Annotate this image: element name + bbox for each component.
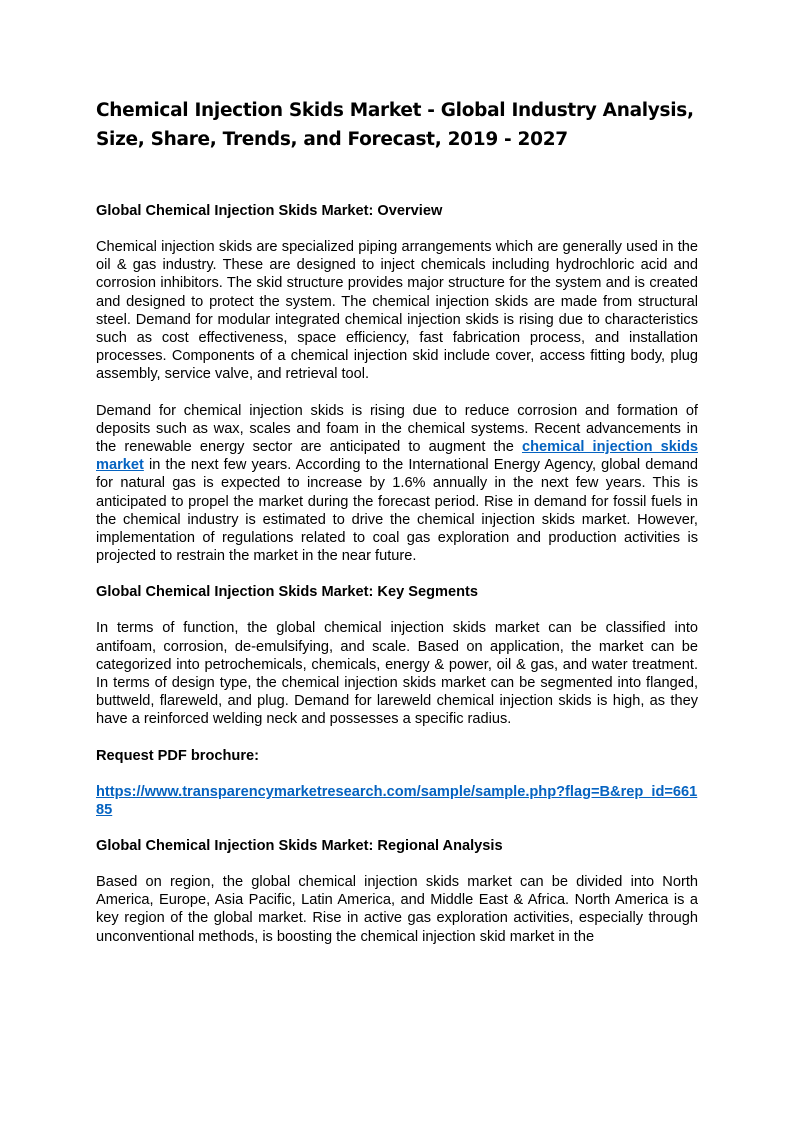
overview-paragraph-1: Chemical injection skids are specialized piping arrangements which are generally used in the oil & gas industry. These are designed to inject chemicals including hydrochloric acid and corrosion inhibitors. The skid structure provides major structure for the system and is created and designed to protect the system. The chemical injection skids are made from structural steel. Demand for modular integrated chemical injection skids is rising due to characteristics such as cost effectiveness, space efficiency, fast fabrication process, and installation processes. Components of a chemical injection skid include cover, access fitting body, plug assembly, service valve, and retrieval tool. (96, 239, 698, 383)
key-segments-heading: Global Chemical Injection Skids Market: Key Segments (96, 584, 478, 601)
document-page (96, 96, 698, 946)
document-title: Chemical Injection Skids Market - Global Industry Analysis, Size, Share, Trends, and Forecast, 2019 - 2027 (96, 100, 694, 150)
key-segments-paragraph: In terms of function, the global chemical injection skids market can be classified into antifoam, corrosion, de-emulsifying, and scale. Based on application, the market can be categorized into petrochemicals, chemicals, energy & power, oil & gas, and water treatment. In terms of design type, the chemical injection skids market can be segmented into flanged, buttweld, flareweld, and plug. Demand for lareweld chemical injection skids is high, as they have a reinforced welding neck and possesses a specific radius. (96, 620, 698, 728)
brochure-link[interactable]: https://www.transparencymarketresearch.com/sample/sample.php?flag=B&rep_id=66185 (96, 783, 698, 818)
regional-heading: Global Chemical Injection Skids Market: Regional Analysis (96, 838, 503, 855)
overview-heading: Global Chemical Injection Skids Market: Overview (96, 203, 443, 219)
regional-paragraph: Based on region, the global chemical injection skids market can be divided into North America, Europe, Asia Pacific, Latin America, and Middle East & Africa. North America is a key region of the global market. Rise in active gas exploration activities, especially through unconventional methods, is boosting the chemical injection skid market in the (96, 874, 698, 945)
market-report-link[interactable]: chemical injection skids market (96, 439, 698, 474)
overview-paragraph-2 (96, 402, 698, 566)
paragraph-text: in the next few years. According to the International Energy Agency, global demand for natural gas is expected to increase by 1.6% annually in the next few years. This is anticipated to propel the market during the forecast period. Rise in demand for fossil fuels in the chemical industry is estimated to drive the chemical injection skids market. However, implementation of regulations related to coal gas exploration and production activities is projected to restrain the market in the near future. (96, 457, 698, 565)
brochure-link-block (96, 783, 698, 819)
brochure-heading: Request PDF brochure: (96, 747, 259, 764)
paragraph-text: Demand for chemical injection skids is rising due to reduce corrosion and formation of deposits such as wax, scales and foam in the chemical systems. Recent advancements in the renewable energy sector are anticipated to augment the (96, 402, 698, 456)
